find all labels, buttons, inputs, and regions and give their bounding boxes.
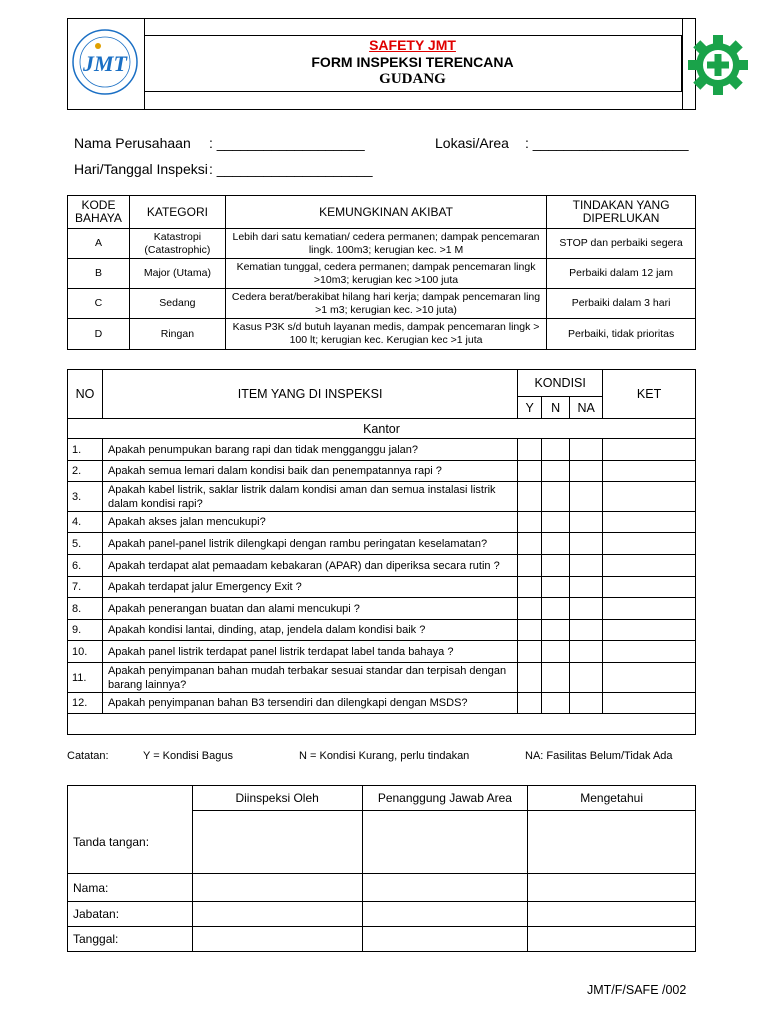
ket-cell[interactable] <box>603 693 696 714</box>
ket-cell[interactable] <box>603 577 696 598</box>
sig-label-signature: Tanda tangan: <box>68 811 193 874</box>
check-na[interactable] <box>570 533 603 555</box>
check-na[interactable] <box>570 598 603 620</box>
date-cell[interactable] <box>362 927 528 952</box>
item-number: 8. <box>68 598 103 620</box>
check-na[interactable] <box>570 461 603 482</box>
check-y[interactable] <box>518 439 542 461</box>
item-question: Apakah terdapat alat pemaadam kebakaran (APAR) dan diperiksa secara rutin ? <box>102 555 517 577</box>
item-number: 1. <box>68 439 103 461</box>
hazard-action: Perbaiki dalam 3 hari <box>547 289 696 319</box>
date-cell[interactable] <box>528 927 696 952</box>
table-row <box>68 577 696 598</box>
position-cell[interactable] <box>528 902 696 927</box>
check-y[interactable] <box>518 620 542 641</box>
date-cell[interactable] <box>192 927 362 952</box>
check-y[interactable] <box>518 598 542 620</box>
location-label: Lokasi/Area <box>435 135 509 151</box>
jmt-logo-icon <box>68 19 144 109</box>
hazard-category: Major (Utama) <box>129 259 225 289</box>
section-title: Kantor <box>68 419 696 439</box>
ket-cell[interactable] <box>603 555 696 577</box>
form-title: FORM INSPEKSI TERENCANA <box>311 54 514 70</box>
table-row <box>68 598 696 620</box>
check-n[interactable] <box>542 533 570 555</box>
sig-header-responsible: Penanggung Jawab Area <box>362 786 528 811</box>
item-number: 2. <box>68 461 103 482</box>
check-n[interactable] <box>542 577 570 598</box>
company-label: Nama Perusahaan <box>74 135 191 151</box>
ket-cell[interactable] <box>603 461 696 482</box>
table-row <box>68 533 696 555</box>
check-na[interactable] <box>570 555 603 577</box>
item-question: Apakah panel-panel listrik dilengkapi dengan rambu peringatan keselamatan? <box>102 533 517 555</box>
company-field[interactable]: : ___________________ <box>209 135 365 151</box>
legend-n: N = Kondisi Kurang, perlu tindakan <box>299 750 470 762</box>
hazard-row <box>68 289 696 319</box>
hazard-header-effect: KEMUNGKINAN AKIBAT <box>225 196 546 229</box>
position-cell[interactable] <box>192 902 362 927</box>
hazard-code: B <box>68 259 130 289</box>
check-na[interactable] <box>570 439 603 461</box>
col-header-n: N <box>542 397 570 419</box>
hazard-action: STOP dan perbaiki segera <box>547 229 696 259</box>
hazard-action: Perbaiki dalam 12 jam <box>547 259 696 289</box>
check-n[interactable] <box>542 663 570 693</box>
ket-cell[interactable] <box>603 598 696 620</box>
check-y[interactable] <box>518 663 542 693</box>
hazard-header-action: TINDAKAN YANG DIPERLUKAN <box>547 196 696 229</box>
sig-cell-acknowledged[interactable] <box>528 811 696 874</box>
document-code: JMT/F/SAFE /002 <box>587 983 687 997</box>
hazard-effect: Cedera berat/berakibat hilang hari kerja; dampak pencemaran ling >1 m3; kerugian kec. >10 juta) <box>225 289 546 319</box>
table-row <box>68 555 696 577</box>
item-question: Apakah semua lemari dalam kondisi baik dan penempatannya rapi ? <box>102 461 517 482</box>
check-n[interactable] <box>542 641 570 663</box>
col-header-y: Y <box>518 397 542 419</box>
item-number: 5. <box>68 533 103 555</box>
check-y[interactable] <box>518 555 542 577</box>
col-header-no: NO <box>68 370 103 419</box>
hazard-code: D <box>68 319 130 350</box>
ket-cell[interactable] <box>603 512 696 533</box>
item-question: Apakah terdapat jalur Emergency Exit ? <box>102 577 517 598</box>
ket-cell[interactable] <box>603 482 696 512</box>
empty-row <box>68 714 696 735</box>
item-number: 10. <box>68 641 103 663</box>
hazard-effect: Kasus P3K s/d butuh layanan medis, dampak pencemaran lingk > 100 lt; kerugian kec. Kerugian kec >1 juta <box>225 319 546 350</box>
ket-cell[interactable] <box>603 663 696 693</box>
inspection-checklist <box>67 369 696 735</box>
hazard-header-category: KATEGORI <box>129 196 225 229</box>
item-number: 12. <box>68 693 103 714</box>
item-question: Apakah panel listrik terdapat panel listrik terdapat label tanda bahaya ? <box>102 641 517 663</box>
svg-text:JMT: JMT <box>83 51 127 76</box>
col-header-kondisi: KONDISI <box>518 370 603 397</box>
table-row <box>68 663 696 693</box>
check-na[interactable] <box>570 663 603 693</box>
hazard-action: Perbaiki, tidak prioritas <box>547 319 696 350</box>
signature-table <box>67 785 696 952</box>
form-subtitle: GUDANG <box>379 71 446 87</box>
ket-cell[interactable] <box>603 620 696 641</box>
check-n[interactable] <box>542 555 570 577</box>
check-y[interactable] <box>518 461 542 482</box>
check-n[interactable] <box>542 482 570 512</box>
col-header-na: NA <box>570 397 603 419</box>
date-field[interactable]: : ____________________ <box>209 161 373 177</box>
item-number: 9. <box>68 620 103 641</box>
table-row <box>68 641 696 663</box>
date-label: Hari/Tanggal Inspeksi <box>74 161 208 177</box>
title-box <box>144 35 682 92</box>
check-n[interactable] <box>542 439 570 461</box>
hazard-row <box>68 229 696 259</box>
table-row <box>68 482 696 512</box>
check-n[interactable] <box>542 512 570 533</box>
check-na[interactable] <box>570 482 603 512</box>
check-y[interactable] <box>518 533 542 555</box>
item-question: Apakah penerangan buatan dan alami mencukupi ? <box>102 598 517 620</box>
check-na[interactable] <box>570 577 603 598</box>
sig-header-inspected: Diinspeksi Oleh <box>192 786 362 811</box>
item-question: Apakah akses jalan mencukupi? <box>102 512 517 533</box>
col-header-ket: KET <box>603 370 696 419</box>
check-na[interactable] <box>570 512 603 533</box>
item-question: Apakah kabel listrik, saklar listrik dalam kondisi aman dan semua instalasi listrik dalam kondisi rapi? <box>102 482 517 512</box>
check-y[interactable] <box>518 512 542 533</box>
table-row-empty <box>68 714 696 735</box>
item-question: Apakah kondisi lantai, dinding, atap, jendela dalam kondisi baik ? <box>102 620 517 641</box>
item-number: 7. <box>68 577 103 598</box>
table-row <box>68 512 696 533</box>
sig-corner <box>68 786 193 811</box>
hazard-table <box>67 195 696 350</box>
check-n[interactable] <box>542 693 570 714</box>
sig-label-position: Jabatan: <box>68 902 193 927</box>
hazard-category: Katastropi (Catastrophic) <box>129 229 225 259</box>
table-row <box>68 439 696 461</box>
check-na[interactable] <box>570 693 603 714</box>
notes-label: Catatan: <box>67 750 109 762</box>
form-header <box>67 18 696 110</box>
item-number: 4. <box>68 512 103 533</box>
check-na[interactable] <box>570 641 603 663</box>
hazard-code: A <box>68 229 130 259</box>
position-cell[interactable] <box>362 902 528 927</box>
table-row <box>68 461 696 482</box>
hazard-category: Sedang <box>129 289 225 319</box>
legend-na: NA: Fasilitas Belum/Tidak Ada <box>525 750 673 762</box>
sig-cell-responsible[interactable] <box>362 811 528 874</box>
legend-y: Y = Kondisi Bagus <box>143 750 233 762</box>
safety-gear-icon <box>680 27 756 103</box>
check-y[interactable] <box>518 577 542 598</box>
item-question: Apakah penumpukan barang rapi dan tidak mengganggu jalan? <box>102 439 517 461</box>
ket-cell[interactable] <box>603 533 696 555</box>
sig-label-name: Nama: <box>68 874 193 902</box>
safety-title: SAFETY JMT <box>369 37 456 53</box>
item-number: 6. <box>68 555 103 577</box>
table-row <box>68 693 696 714</box>
sig-label-date: Tanggal: <box>68 927 193 952</box>
sig-header-acknowledged: Mengetahui <box>528 786 696 811</box>
sig-cell-inspected[interactable] <box>192 811 362 874</box>
check-y[interactable] <box>518 641 542 663</box>
ket-cell[interactable] <box>603 439 696 461</box>
check-y[interactable] <box>518 482 542 512</box>
table-row <box>68 620 696 641</box>
hazard-row <box>68 259 696 289</box>
check-n[interactable] <box>542 620 570 641</box>
item-question: Apakah penyimpanan bahan B3 tersendiri dan dilengkapi dengan MSDS? <box>102 693 517 714</box>
hazard-header-code: KODE BAHAYA <box>68 196 130 229</box>
hazard-row <box>68 319 696 350</box>
item-number: 3. <box>68 482 103 512</box>
hazard-effect: Lebih dari satu kematian/ cedera permanen; dampak pencemaran lingk. 100m3; kerugian kec. >1 M <box>225 229 546 259</box>
check-n[interactable] <box>542 461 570 482</box>
hazard-category: Ringan <box>129 319 225 350</box>
check-y[interactable] <box>518 693 542 714</box>
ket-cell[interactable] <box>603 641 696 663</box>
company-logo-cell <box>68 19 145 109</box>
name-cell[interactable] <box>362 874 528 902</box>
col-header-item: ITEM YANG DI INSPEKSI <box>102 370 517 419</box>
safety-logo-cell <box>682 19 683 109</box>
item-number: 11. <box>68 663 103 693</box>
name-cell[interactable] <box>528 874 696 902</box>
hazard-code: C <box>68 289 130 319</box>
title-area <box>144 19 681 109</box>
location-field[interactable]: : ____________________ <box>525 135 689 151</box>
item-question: Apakah penyimpanan bahan mudah terbakar sesuai standar dan terpisah dengan barang lainnya? <box>102 663 517 693</box>
name-cell[interactable] <box>192 874 362 902</box>
check-n[interactable] <box>542 598 570 620</box>
check-na[interactable] <box>570 620 603 641</box>
hazard-effect: Kematian tunggal, cedera permanen; dampak pencemaran lingk >10m3; kerugian kec >100 juta <box>225 259 546 289</box>
